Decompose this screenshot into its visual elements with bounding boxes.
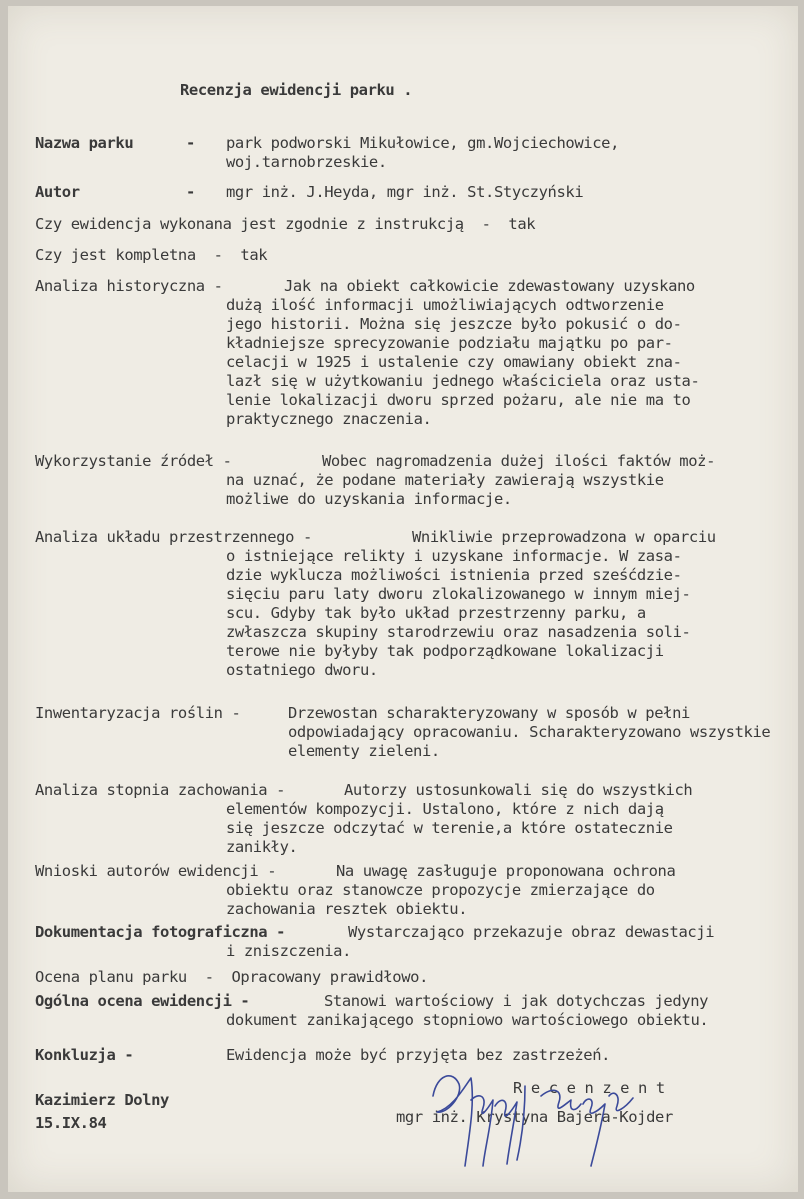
overall-line-2: dokument zanikającego stopniowo wartościowego obiektu. <box>226 1011 709 1029</box>
inventory-line-1: Drzewostan scharakteryzowany w sposób w pełni <box>288 704 690 722</box>
inventory-label: Inwentaryzacja roślin - <box>35 704 241 722</box>
preservation-line-1: Autorzy ustosunkowali się do wszystkich <box>344 781 693 799</box>
document-page <box>8 6 798 1192</box>
instruction-line: Czy ewidencja wykonana jest zgodnie z instrukcją - tak <box>35 215 536 233</box>
conclusions-label: Wnioski autorów ewidencji - <box>35 862 277 880</box>
history-line-7: lenie lokalizacji dworu sprzed pożaru, ale nie ma to <box>226 391 691 409</box>
sources-label: Wykorzystanie źródeł - <box>35 452 232 470</box>
preservation-line-2: elementów kompozycji. Ustalono, które z nich dają <box>226 800 664 818</box>
date: 15.IX.84 <box>35 1114 107 1132</box>
author-value: mgr inż. J.Heyda, mgr inż. St.Styczyński <box>226 183 584 201</box>
final-value: Ewidencja może być przyjęta bez zastrzeżeń. <box>226 1046 611 1064</box>
final-label: Konkluzja - <box>35 1046 134 1064</box>
spatial-line-4: sięciu paru laty dworu zlokalizowanego w innym miej- <box>226 585 691 603</box>
conclusions-line-3: zachowania resztek obiektu. <box>226 900 468 918</box>
place: Kazimierz Dolny <box>35 1091 169 1109</box>
preservation-label: Analiza stopnia zachowania - <box>35 781 286 799</box>
handwritten-signature <box>413 1056 653 1176</box>
history-line-4: kładniejsze sprecyzowanie podziału majątku po par- <box>226 334 673 352</box>
spatial-line-5: scu. Gdyby tak było układ przestrzenny parku, a <box>226 604 646 622</box>
spatial-line-2: o istniejące relikty i uzyskane informacje. W zasa- <box>226 547 682 565</box>
history-line-8: praktycznego znaczenia. <box>226 410 432 428</box>
history-line-2: dużą ilość informacji umożliwiających odtworzenie <box>226 296 664 314</box>
spatial-label: Analiza układu przestrzennego - <box>35 528 312 546</box>
spatial-line-1: Wnikliwie przeprowadzona w oparciu <box>412 528 716 546</box>
park-dash: - <box>186 134 195 152</box>
complete-line: Czy jest kompletna - tak <box>35 246 268 264</box>
reviewer-role: R e c e n z e n t <box>513 1079 665 1097</box>
overall-line-1: Stanowi wartościowy i jak dotychczas jedyny <box>324 992 709 1010</box>
spatial-line-7: terowe nie byłyby tak podporządkowane lokalizacji <box>226 642 664 660</box>
reviewer-name: mgr inż. Krystyna Bajera-Kojder <box>396 1108 673 1126</box>
author-label: Autor <box>35 183 80 201</box>
inventory-line-2: odpowiadający opracowaniu. Scharakteryzowano wszystkie <box>288 723 771 741</box>
park-label: Nazwa parku <box>35 134 134 152</box>
overall-label: Ogólna ocena ewidencji - <box>35 992 250 1010</box>
spatial-line-8: ostatniego dworu. <box>226 661 378 679</box>
sources-line-2: na uznać, że podane materiały zawierają wszystkie <box>226 471 664 489</box>
sources-line-1: Wobec nagromadzenia dużej ilości faktów moż- <box>322 452 715 470</box>
preservation-line-4: zanikły. <box>226 838 298 856</box>
spatial-line-3: dzie wyklucza możliwości istnienia przed sześćdzie- <box>226 566 682 584</box>
history-line-3: jego historii. Można się jeszcze było pokusić o do- <box>226 315 682 333</box>
history-line-5: celacji w 1925 i ustalenie czy omawiany obiekt zna- <box>226 353 682 371</box>
doc-title: Recenzja ewidencji parku . <box>180 81 413 99</box>
photo-line-1: Wystarczająco przekazuje obraz dewastacji <box>348 923 715 941</box>
photo-label: Dokumentacja fotograficzna - <box>35 923 286 941</box>
plan-line: Ocena planu parku - Opracowany prawidłowo. <box>35 968 428 986</box>
park-value-line-2: woj.tarnobrzeskie. <box>226 153 387 171</box>
history-line-6: lazł się w użytkowaniu jednego właściciela oraz usta- <box>226 372 700 390</box>
park-value-line-1: park podworski Mikułowice, gm.Wojciechowice, <box>226 134 619 152</box>
history-label: Analiza historyczna - <box>35 277 223 295</box>
author-dash: - <box>186 183 195 201</box>
preservation-line-3: się jeszcze odczytać w terenie,a które ostatecznie <box>226 819 673 837</box>
spatial-line-6: zwłaszcza skupiny starodrzewiu oraz nasadzenia soli- <box>226 623 691 641</box>
inventory-line-3: elementy zieleni. <box>288 742 440 760</box>
history-line-1: Jak na obiekt całkowicie zdewastowany uzyskano <box>284 277 695 295</box>
conclusions-line-1: Na uwagę zasługuje proponowana ochrona <box>336 862 676 880</box>
sources-line-3: możliwe do uzyskania informacje. <box>226 490 512 508</box>
conclusions-line-2: obiektu oraz stanowcze propozycje zmierzające do <box>226 881 655 899</box>
photo-line-2: i zniszczenia. <box>226 942 352 960</box>
